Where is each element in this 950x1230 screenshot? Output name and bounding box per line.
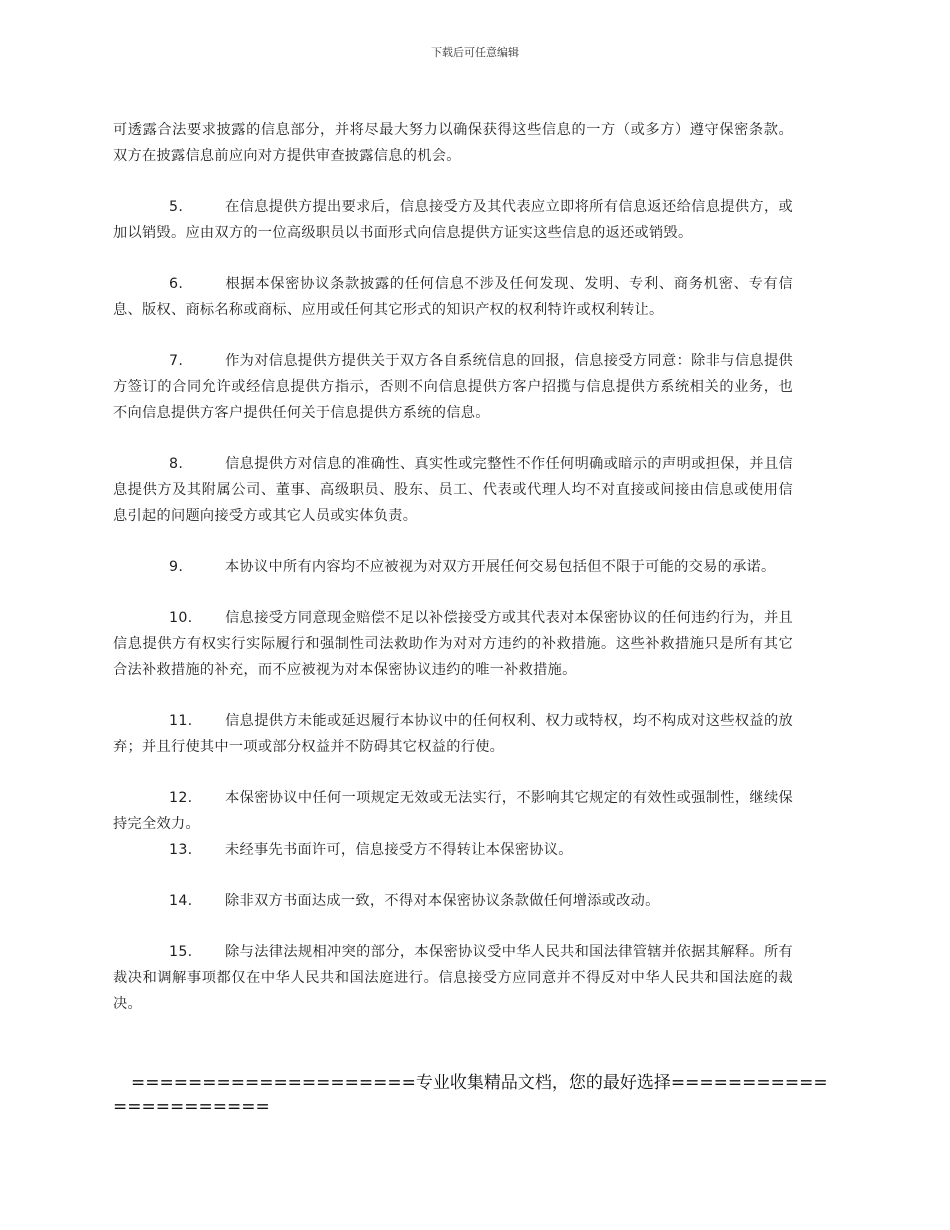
clause-5 <box>113 194 793 246</box>
intro-text: 可透露合法要求披露的信息部分，并将尽最大努力以确保获得这些信息的一方（或多方）遵守保密条款。双方在披露信息前应向对方提供审查披露信息的机会。 <box>113 122 793 164</box>
clause-number: 15. <box>169 944 193 960</box>
footer-banner: ====================专业收集精品文档，您的最好选择====================== <box>113 1073 828 1117</box>
clause-13 <box>113 837 793 863</box>
clause-number: 5. <box>169 199 184 215</box>
clause-text: 除与法律法规相冲突的部分，本保密协议受中华人民共和国法律管辖并依据其解释。所有裁决和调解事项都仅在中华人民共和国法庭进行。信息接受方应同意并不得反对中华人民共和国法庭的裁决。 <box>113 944 793 1012</box>
clause-text: 根据本保密协议条款披露的任何信息不涉及任何发现、发明、专利、商务机密、专有信息、版权、商标名称或商标、应用或任何其它形式的知识产权的权利特许或权利转让。 <box>113 276 793 318</box>
clause-number: 12. <box>169 790 193 806</box>
clause-number: 8. <box>169 456 184 472</box>
clause-text: 作为对信息提供方提供关于双方各自系统信息的回报，信息接受方同意：除非与信息提供方签订的合同允许或经信息提供方指示，否则不向信息提供方客户招揽与信息提供方系统相关的业务，也不向信息提供方客户提供任何关于信息提供方系统的信息。 <box>113 353 793 421</box>
clause-number: 14. <box>169 893 193 909</box>
clause-6 <box>113 271 793 323</box>
clause-number: 11. <box>169 713 193 729</box>
clause-10 <box>113 605 793 683</box>
page-header: 下载后可任意编辑 <box>431 46 519 59</box>
clause-7 <box>113 348 793 426</box>
clause-number: 9. <box>169 559 184 575</box>
clause-text: 未经事先书面许可，信息接受方不得转让本保密协议。 <box>225 842 573 858</box>
intro-paragraph <box>113 117 793 169</box>
clause-8 <box>113 451 793 529</box>
clause-number: 10. <box>169 610 193 626</box>
clause-14 <box>113 888 793 914</box>
clause-text: 在信息提供方提出要求后，信息接受方及其代表应立即将所有信息返还给信息提供方，或加以销毁。应由双方的一位高级职员以书面形式向信息提供方证实这些信息的返还或销毁。 <box>113 199 793 241</box>
clause-text: 本保密协议中任何一项规定无效或无法实行，不影响其它规定的有效性或强制性，继续保持完全效力。 <box>113 790 793 832</box>
clause-15 <box>113 939 793 1017</box>
clause-text: 信息提供方未能或延迟履行本协议中的任何权利、权力或特权，均不构成对这些权益的放弃；并且行使其中一项或部分权益并不防碍其它权益的行使。 <box>113 713 793 755</box>
clause-number: 13. <box>169 842 193 858</box>
clause-text: 信息接受方同意现金赔偿不足以补偿接受方或其代表对本保密协议的任何违约行为，并且信息提供方有权实行实际履行和强制性司法救助作为对对方违约的补救措施。这些补救措施只是所有其它合法补救措施的补充，而不应被视为对本保密协议违约的唯一补救措施。 <box>113 610 793 678</box>
document-body <box>113 117 793 1042</box>
clause-text: 除非双方书面达成一致，不得对本保密协议条款做任何增添或改动。 <box>225 893 660 909</box>
clause-number: 6. <box>169 276 184 292</box>
clause-11 <box>113 708 793 760</box>
clause-text: 本协议中所有内容均不应被视为对双方开展任何交易包括但不限于可能的交易的承诺。 <box>225 559 776 575</box>
clause-12 <box>113 785 793 837</box>
clause-9 <box>113 554 793 580</box>
clause-text: 信息提供方对信息的准确性、真实性或完整性不作任何明确或暗示的声明或担保，并且信息提供方及其附属公司、董事、高级职员、股东、员工、代表或代理人均不对直接或间接由信息或使用信息引起的问题向接受方或其它人员或实体负责。 <box>113 456 793 524</box>
clause-number: 7. <box>169 353 184 369</box>
